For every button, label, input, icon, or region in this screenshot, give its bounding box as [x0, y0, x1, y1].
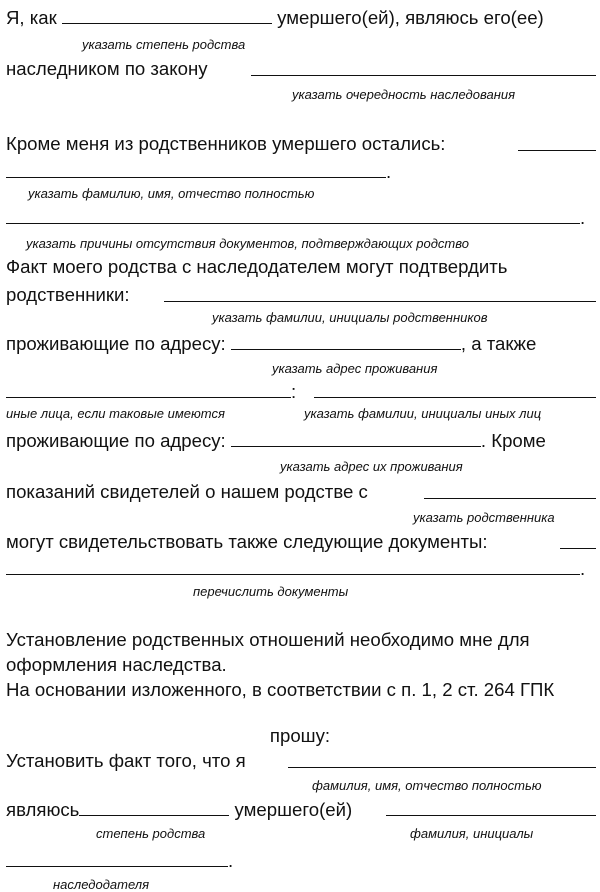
testator-blank[interactable]: [6, 849, 228, 867]
period-2: .: [580, 207, 586, 228]
line-address-2: [6, 429, 596, 451]
caption-inheritance-order: указать очередность наследования: [292, 87, 516, 102]
other-relatives-blank-1[interactable]: [518, 133, 596, 151]
caption-full-name: указать фамилию, имя, отчество полностью: [28, 186, 315, 201]
line-heir-by-law: [6, 58, 596, 80]
caption-list-documents: перечислить документы: [193, 584, 349, 599]
caption-testator: наследодателя: [53, 877, 150, 892]
text-heir-by-law: наследником по закону: [6, 58, 208, 79]
line-relation: [6, 6, 596, 28]
relative-blank[interactable]: [424, 481, 596, 499]
text-establish-fact: Установить факт того, что я: [6, 750, 246, 771]
address-blank-1[interactable]: [231, 332, 461, 350]
caption-missing-documents: указать причины отсутствия документов, подтверждающих родство: [26, 236, 469, 251]
paragraph-line-1: Установление родственных отношений необходимо мне для: [6, 629, 530, 650]
text-documents: могут свидетельствовать также следующие документы:: [6, 531, 488, 552]
period-3: .: [580, 558, 586, 579]
line-other-persons: [6, 380, 596, 402]
documents-blank-1[interactable]: [560, 531, 596, 549]
text-relatives: родственники:: [6, 284, 130, 305]
relation-blank[interactable]: [62, 6, 272, 24]
paragraph-line-2: оформления наследства.: [6, 654, 227, 675]
caption-their-address: указать адрес их проживания: [280, 459, 463, 474]
line-reasons: [6, 206, 596, 228]
line-documents: [6, 531, 596, 553]
caption-applicant-name: фамилия, имя, отчество полностью: [312, 778, 542, 793]
relation-degree-blank[interactable]: [79, 798, 229, 816]
caption-relation-degree: указать степень родства: [82, 37, 246, 52]
line-other-relatives: [6, 133, 596, 155]
line-fact-relation: Факт моего родства с наследодателем могут подтвердить: [6, 256, 508, 277]
line-testator: [6, 849, 596, 871]
other-persons-blank[interactable]: [6, 380, 291, 398]
caption-other-persons-names: указать фамилии, инициалы иных лиц: [304, 406, 542, 421]
caption-relative: указать родственника: [413, 510, 555, 525]
line-documents-cont: [6, 557, 596, 579]
caption-other-persons: иные лица, если таковые имеются: [6, 406, 225, 421]
text-other-relatives: Кроме меня из родственников умершего остались:: [6, 133, 446, 154]
text-and-also: , а также: [460, 333, 537, 354]
deceased-name-blank[interactable]: [386, 798, 596, 816]
caption-address: указать адрес проживания: [272, 361, 438, 376]
paragraph-line-3: На основании изложенного, в соответствии с п. 1, 2 ст. 264 ГПК: [6, 679, 555, 700]
request-heading: прошу:: [269, 725, 331, 746]
text-ya-kak: Я, как: [6, 7, 57, 28]
text-living-at: проживающие по адресу:: [6, 333, 226, 354]
line-witnesses: [6, 481, 596, 503]
other-relatives-blank-2[interactable]: [6, 160, 386, 178]
text-i-am: являюсь: [6, 799, 80, 820]
period-4: .: [228, 850, 234, 871]
caption-relation-degree-2: степень родства: [96, 826, 206, 841]
period-1: .: [386, 161, 392, 182]
other-persons-names-blank[interactable]: [314, 380, 596, 398]
relatives-blank[interactable]: [164, 284, 596, 302]
line-establish-fact: [6, 750, 596, 772]
caption-surname-initials: фамилия, инициалы: [410, 826, 534, 841]
caption-relatives-names: указать фамилии, инициалы родственников: [212, 310, 488, 325]
line-relatives: [6, 284, 596, 306]
applicant-name-blank[interactable]: [288, 750, 596, 768]
line-i-am: [6, 798, 596, 820]
line-address-1: [6, 332, 596, 354]
text-besides: . Кроме: [480, 430, 546, 451]
reasons-blank[interactable]: [6, 206, 580, 224]
text-deceased: умершего(ей): [234, 799, 353, 820]
text-witnesses: показаний свидетелей о нашем родстве с: [6, 481, 368, 502]
text-deceased-heir: умершего(ей), являюсь его(ее): [277, 7, 544, 28]
text-living-at-2: проживающие по адресу:: [6, 430, 226, 451]
line-other-relatives-cont: [6, 160, 596, 182]
inheritance-order-blank[interactable]: [251, 58, 596, 76]
address-blank-2[interactable]: [231, 429, 481, 447]
colon: :: [291, 381, 297, 402]
documents-blank-2[interactable]: [6, 557, 580, 575]
